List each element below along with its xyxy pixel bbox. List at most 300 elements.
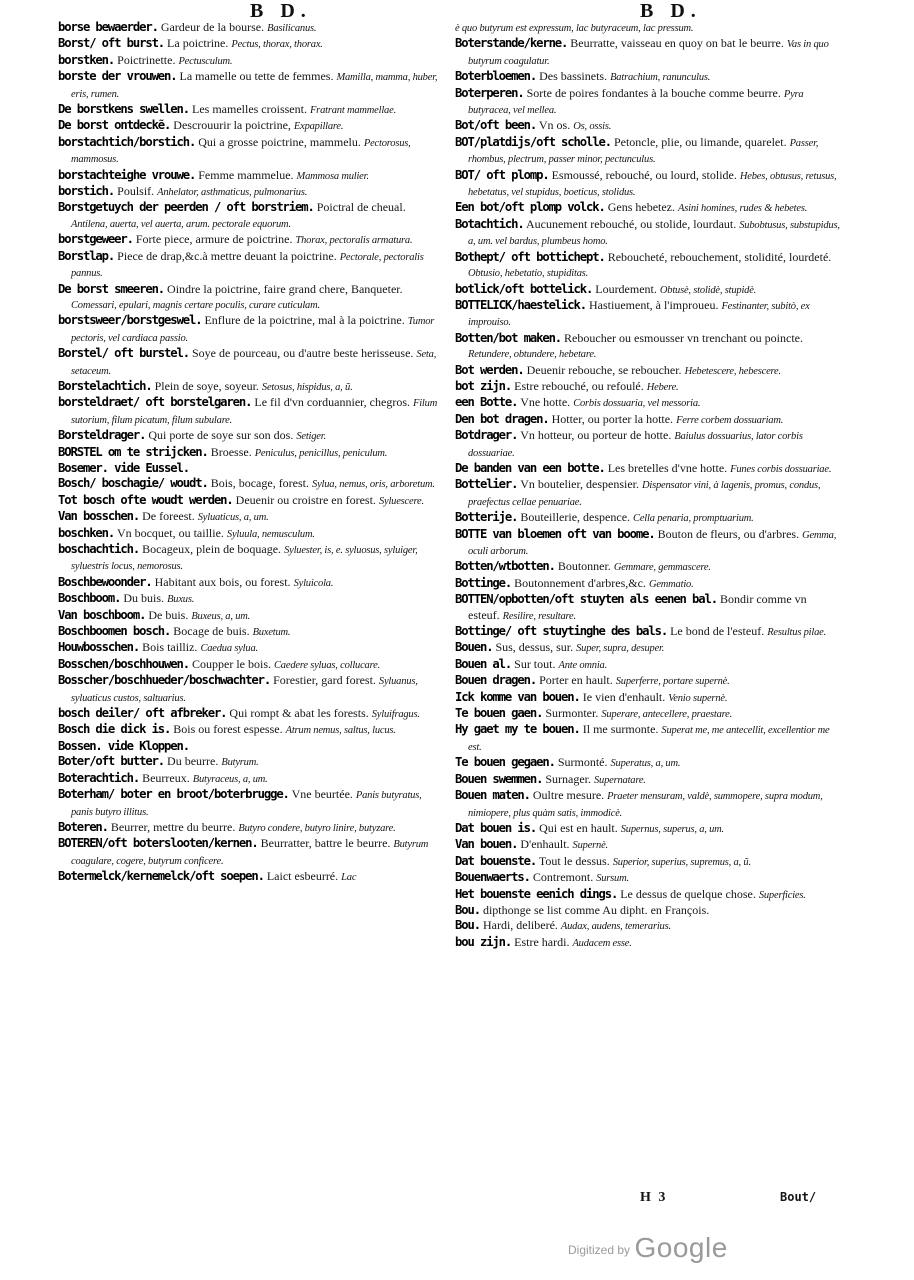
latin-gloss: Butyrum coagulare, cogere, butyrum conficere. bbox=[71, 839, 429, 867]
headword: Botterije. bbox=[455, 510, 518, 525]
headword: BOTEREN/oft boterslooten/kernen. bbox=[58, 836, 258, 851]
dictionary-entry bbox=[58, 640, 442, 656]
french-gloss: Habitant aux bois, ou forest. bbox=[154, 574, 291, 589]
latin-gloss: Pectusculum. bbox=[178, 55, 233, 67]
latin-gloss: Obtusè, stolidè, stupidè. bbox=[659, 284, 757, 296]
dictionary-entry bbox=[58, 102, 442, 118]
dictionary-entry bbox=[58, 509, 442, 525]
headword: Bosch die dick is. bbox=[58, 722, 171, 737]
headword: borse bewaerder. bbox=[58, 20, 158, 34]
dictionary-entry bbox=[58, 493, 442, 509]
headword: De borstkens swellen. bbox=[58, 102, 189, 117]
headword: BOT/platdijs/oft scholle. bbox=[455, 134, 611, 149]
headword: Bossen. vide Kloppen. bbox=[58, 738, 189, 753]
latin-gloss: Batrachium, ranunculus. bbox=[610, 72, 711, 84]
french-gloss: Esmoussé, rebouché, ou lourd, stolide. bbox=[551, 167, 737, 182]
dictionary-entry bbox=[58, 445, 442, 461]
latin-gloss: Funes corbis dossuariae. bbox=[730, 463, 832, 475]
headword: Boschboomen bosch. bbox=[58, 624, 171, 639]
dictionary-entry bbox=[58, 184, 442, 200]
latin-gloss: Antilena, auerta, vel auerta, arum. pectorale equorum. bbox=[71, 218, 291, 230]
dictionary-entry bbox=[58, 754, 442, 770]
headword: Borstlap. bbox=[58, 248, 115, 263]
latin-gloss: Corbis dossuaria, vel messoria. bbox=[573, 398, 701, 410]
dictionary-entry bbox=[58, 722, 442, 738]
french-gloss: Bondir comme vn esteuf. bbox=[468, 592, 807, 622]
headword: borste der vrouwen. bbox=[58, 69, 177, 84]
dictionary-entry bbox=[58, 787, 442, 820]
french-gloss: Le fil d'vn corduannier, chegros. bbox=[254, 395, 410, 410]
latin-gloss: Syluaticus, a, um. bbox=[197, 512, 269, 524]
french-gloss: Laict esbeurré. bbox=[266, 869, 339, 884]
headword: botlick/oft bottelick. bbox=[455, 281, 593, 296]
french-gloss: Qui a grosse poictrine, mammelu. bbox=[198, 134, 361, 149]
latin-gloss: Buxeus, a, um. bbox=[191, 610, 251, 622]
headword: Borsteldrager. bbox=[58, 428, 146, 443]
headword: BOTTEN/opbotten/oft stuyten als eenen bal. bbox=[455, 592, 717, 607]
headword: Hy gaet my te bouen. bbox=[455, 722, 580, 737]
headword: Borstelachtich. bbox=[58, 378, 152, 393]
french-gloss: Beurratte, vaisseau en quoy on bat le beurre. bbox=[570, 36, 784, 51]
latin-gloss: Dispensator vini, à lagenis, promus, condus, praefectus cellae penuariae. bbox=[468, 480, 821, 508]
headword: Tot bosch ofte woudt werden. bbox=[58, 492, 233, 507]
headword: Botachtich. bbox=[455, 216, 524, 231]
french-gloss: Du buis. bbox=[123, 591, 165, 606]
french-gloss: Les mamelles croissent. bbox=[192, 102, 307, 117]
latin-gloss: Asini homines, rudes & hebetes. bbox=[678, 203, 808, 215]
headword: Het bouenste eenich dings. bbox=[455, 886, 618, 901]
dictionary-entry bbox=[455, 673, 840, 689]
running-head-right: B D. bbox=[640, 0, 702, 22]
french-gloss: Reboucheté, rebouchement, stolidité, lourdeté. bbox=[607, 249, 832, 264]
headword: borstachtich/borstich. bbox=[58, 134, 196, 149]
dictionary-entry bbox=[58, 624, 442, 640]
french-gloss: Du beurre. bbox=[167, 754, 219, 769]
latin-gloss: Retundere, obtundere, hebetare. bbox=[468, 349, 597, 361]
french-gloss: Aucunement rebouché, ou stolide, lourdaut. bbox=[525, 216, 737, 231]
dictionary-entry bbox=[58, 282, 442, 314]
running-head-left: B D. bbox=[250, 0, 312, 22]
french-gloss: Bocage de buis. bbox=[173, 624, 250, 639]
headword: borstsweer/borstgeswel. bbox=[58, 313, 202, 328]
latin-gloss: Setiger. bbox=[296, 431, 326, 443]
headword: BORSTEL om te strijcken. bbox=[58, 444, 208, 459]
headword: Bouen maten. bbox=[455, 788, 530, 803]
latin-gloss: è quo butyrum est expressum, lac butyraceum, lac pressum. bbox=[455, 23, 694, 34]
headword: Van boschboom. bbox=[58, 607, 146, 622]
french-gloss: Vne beurtée. bbox=[291, 787, 353, 802]
french-gloss: Vn boutelier, despensier. bbox=[520, 477, 640, 492]
latin-gloss: Tumor pectoris, vel cardiaca passio. bbox=[71, 316, 435, 344]
french-gloss: Hotter, ou porter la hotte. bbox=[551, 411, 674, 426]
left-column bbox=[58, 20, 442, 886]
french-gloss: Hastiuement, à l'improueu. bbox=[589, 297, 719, 312]
dictionary-entry bbox=[58, 461, 442, 476]
french-gloss: Surmonté. bbox=[557, 755, 608, 770]
dictionary-entry bbox=[58, 168, 442, 184]
headword: De borst smeeren. bbox=[58, 281, 165, 296]
headword: Bouen dragen. bbox=[455, 673, 537, 688]
dictionary-entry bbox=[455, 217, 840, 250]
latin-gloss: Setosus, hispidus, a, ũ. bbox=[261, 381, 353, 393]
dictionary-entry bbox=[455, 395, 840, 411]
dictionary-entry bbox=[455, 412, 840, 428]
french-gloss: Estre hardi. bbox=[514, 934, 570, 949]
headword: Borst/ oft burst. bbox=[58, 36, 165, 51]
latin-gloss: Superferre, portare supernè. bbox=[615, 676, 730, 688]
latin-gloss: Buxetum. bbox=[252, 627, 291, 639]
headword: borstachteighe vrouwe. bbox=[58, 167, 196, 182]
french-gloss: Sus, dessus, sur. bbox=[495, 640, 574, 655]
dictionary-entry bbox=[455, 821, 840, 837]
french-gloss: Hardi, deliberé. bbox=[482, 918, 558, 933]
french-gloss: Le dessus de quelque chose. bbox=[620, 886, 756, 901]
french-gloss: Poictral de cheual. bbox=[316, 200, 406, 215]
headword: Bosschen/boschhouwen. bbox=[58, 656, 189, 671]
headword: De banden van een botte. bbox=[455, 460, 605, 475]
french-gloss: Descrouurir la poictrine, bbox=[173, 118, 291, 133]
dictionary-entry bbox=[455, 477, 840, 510]
latin-gloss: Fratrant mammellae. bbox=[309, 105, 396, 117]
french-gloss: Bocageux, plein de boquage. bbox=[142, 542, 282, 556]
french-gloss: Boutonnement d'arbres,&c. bbox=[514, 575, 646, 590]
latin-gloss: Caedere syluas, collucare. bbox=[274, 659, 380, 671]
latin-gloss: Peniculus, penicillus, peniculum. bbox=[254, 447, 388, 459]
watermark-brand: Google bbox=[634, 1232, 728, 1263]
latin-gloss: Butyro condere, butyro linire, butyzare. bbox=[238, 822, 396, 834]
catchword: Bout/ bbox=[780, 1190, 817, 1204]
dictionary-entry bbox=[58, 476, 442, 492]
latin-gloss: Superat me, me antecellit, excellentior me est. bbox=[468, 725, 830, 753]
latin-gloss: Anhelator, asthmaticus, pulmonarius. bbox=[157, 187, 308, 199]
dictionary-entry bbox=[58, 200, 442, 232]
headword: Bot werden. bbox=[455, 362, 524, 377]
french-gloss: La poictrine. bbox=[167, 36, 229, 51]
latin-gloss: Audax, audens, temerarius. bbox=[560, 921, 671, 933]
headword: een Botte. bbox=[455, 395, 518, 410]
dictionary-entry bbox=[58, 53, 442, 69]
latin-gloss: Mammosa mulier. bbox=[296, 170, 369, 182]
french-gloss: Qui porte de soye sur son dos. bbox=[148, 428, 294, 443]
french-gloss: Vn os. bbox=[538, 118, 571, 133]
dictionary-entry bbox=[455, 592, 840, 624]
french-gloss: Vn hotteur, ou porteur de hotte. bbox=[520, 428, 672, 443]
headword: Bouen al. bbox=[455, 656, 512, 671]
french-gloss: Des bassinets. bbox=[539, 69, 608, 84]
headword: Borstgetuych der peerden / oft borstriem. bbox=[58, 200, 314, 215]
french-gloss: Plein de soye, soyeur. bbox=[154, 378, 259, 393]
dictionary-entry bbox=[58, 379, 442, 395]
latin-gloss: Festinanter, subitò, ex improuiso. bbox=[468, 300, 810, 329]
dictionary-entry bbox=[58, 313, 442, 346]
dictionary-entry bbox=[58, 249, 442, 282]
french-gloss: Femme mammelue. bbox=[198, 167, 294, 182]
latin-gloss: Superare, antecellere, praestare. bbox=[601, 709, 733, 721]
latin-gloss: Supernè. bbox=[572, 840, 608, 852]
french-gloss: Contremont. bbox=[532, 870, 594, 885]
french-gloss: dipthonge se list comme Au dipht. en François. bbox=[482, 902, 710, 917]
headword: Te bouen gegaen. bbox=[455, 755, 555, 770]
dictionary-entry bbox=[455, 576, 840, 592]
latin-gloss: Resilire, resultare. bbox=[502, 610, 576, 622]
french-gloss: Oindre la poictrine, faire grand chere, Banqueter. bbox=[167, 281, 403, 296]
headword: Boterachtich. bbox=[58, 770, 140, 785]
latin-gloss: Pectorosus, mammosus. bbox=[71, 137, 411, 166]
headword: Botdrager. bbox=[455, 428, 518, 443]
dictionary-entry bbox=[58, 36, 442, 52]
latin-gloss: Caedua sylua. bbox=[200, 643, 258, 655]
french-gloss: Ie vien d'enhault. bbox=[582, 689, 666, 704]
french-gloss: Sur tout. bbox=[514, 656, 556, 671]
dictionary-entry bbox=[455, 250, 840, 282]
dictionary-entry bbox=[455, 527, 840, 560]
latin-gloss: Subobtusus, substupidus, a, um. vel bardus, plumbeus homo. bbox=[468, 219, 840, 248]
headword: Een bot/oft plomp volck. bbox=[455, 200, 605, 215]
french-gloss: Gardeur de la bourse. bbox=[160, 20, 265, 34]
dictionary-entry bbox=[58, 591, 442, 607]
headword: Boterham/ boter en broot/boterbrugge. bbox=[58, 787, 289, 802]
headword: Den bot dragen. bbox=[455, 411, 549, 426]
dictionary-entry bbox=[58, 657, 442, 673]
french-gloss: Estre rebouché, ou refoulé. bbox=[514, 378, 644, 393]
french-gloss: De buis. bbox=[148, 607, 189, 622]
latin-gloss: Syluula, nemusculum. bbox=[226, 528, 315, 540]
latin-gloss: Superficies. bbox=[758, 889, 806, 901]
latin-gloss: Syluicola. bbox=[293, 577, 334, 589]
french-gloss: Soye de pourceau, ou d'autre beste herisseuse. bbox=[192, 346, 414, 361]
latin-gloss: Os, ossis. bbox=[573, 121, 612, 133]
right-column bbox=[455, 20, 840, 951]
french-gloss: Les bretelles d'vne hotte. bbox=[607, 460, 728, 475]
dictionary-entry bbox=[455, 887, 840, 903]
headword: Boteren. bbox=[58, 819, 108, 834]
headword: borstken. bbox=[58, 52, 115, 67]
french-gloss: Sorte de poires fondantes à la bouche comme beurre. bbox=[526, 85, 781, 100]
latin-gloss: Gemmare, gemmascere. bbox=[613, 562, 711, 574]
french-gloss: Oultre mesure. bbox=[532, 788, 605, 803]
headword: Bouen swemmen. bbox=[455, 771, 543, 786]
headword: BOTTE van bloemen oft van boome. bbox=[455, 526, 655, 541]
dictionary-entry bbox=[455, 722, 840, 755]
french-gloss: Il me surmonte. bbox=[582, 722, 659, 737]
french-gloss: Tout le dessus. bbox=[538, 853, 610, 868]
latin-gloss: Venio supernè. bbox=[668, 692, 728, 704]
dictionary-entry bbox=[455, 428, 840, 461]
french-gloss: Deuenir rebouche, se reboucher. bbox=[526, 362, 682, 377]
headword: Boschbewoonder. bbox=[58, 574, 152, 589]
french-gloss: Gens hebetez. bbox=[607, 200, 676, 215]
dictionary-entry bbox=[455, 772, 840, 788]
french-gloss: Qui est en hault. bbox=[539, 820, 618, 835]
headword: Bottelier. bbox=[455, 477, 518, 492]
dictionary-entry bbox=[455, 788, 840, 821]
headword: Bottinge. bbox=[455, 575, 512, 590]
latin-gloss: Syluester, is, e. syluosus, syluiger, syluestris locus, nemorosus. bbox=[71, 545, 418, 573]
french-gloss: Beurrer, mettre du beurre. bbox=[110, 819, 236, 834]
latin-gloss: Pectus, thorax, thorax. bbox=[231, 39, 323, 51]
latin-gloss: Hebetescere, hebescere. bbox=[684, 365, 781, 377]
dictionary-entry bbox=[58, 836, 442, 869]
headword: Bottinge/ oft stuytinghe des bals. bbox=[455, 624, 668, 639]
dictionary-entry bbox=[455, 918, 840, 934]
french-gloss: Bois ou forest espesse. bbox=[173, 722, 283, 737]
headword: Bot/oft been. bbox=[455, 118, 537, 133]
dictionary-entry bbox=[455, 640, 840, 656]
headword: Bouen. bbox=[455, 640, 493, 655]
headword: Bothept/ oft bottichept. bbox=[455, 249, 605, 264]
dictionary-entry bbox=[455, 657, 840, 673]
latin-gloss: Comessari, epulari, magnis certare poculis, curare cuticulam. bbox=[71, 299, 320, 311]
dictionary-entry bbox=[455, 837, 840, 853]
latin-gloss: Atrum nemus, saltus, lucus. bbox=[285, 725, 396, 737]
dictionary-entry bbox=[455, 20, 840, 36]
dictionary-entry bbox=[455, 870, 840, 886]
latin-gloss: Superatus, a, um. bbox=[610, 758, 681, 770]
dictionary-entry bbox=[455, 200, 840, 216]
latin-gloss: Cella penaria, promptuarium. bbox=[633, 513, 754, 525]
dictionary-entry bbox=[58, 706, 442, 722]
french-gloss: Piece de drap,&c.à mettre deuant la poictrine. bbox=[117, 248, 337, 263]
french-gloss: Surmonter. bbox=[545, 706, 599, 721]
latin-gloss: Supernus, superus, a, um. bbox=[620, 823, 724, 835]
french-gloss: Coupper le bois. bbox=[192, 656, 271, 671]
french-gloss: D'enhault. bbox=[520, 837, 570, 852]
headword: Houwbosschen. bbox=[58, 640, 140, 655]
headword: Bou. bbox=[455, 918, 480, 933]
french-gloss: Forte piece, armure de poictrine. bbox=[135, 232, 293, 247]
latin-gloss: Pectorale, pectoralis pannus. bbox=[71, 251, 424, 280]
latin-gloss: Filum sutorium, filum picatum, filum subulare. bbox=[71, 398, 438, 426]
latin-gloss: Obtusio, hebetatio, stupiditas. bbox=[468, 268, 589, 280]
french-gloss: De foreest. bbox=[142, 509, 195, 524]
latin-gloss: Praeter mensuram, valdè, summopere, supra modum, nimiopere, plus quàm satis, immodicè. bbox=[468, 791, 823, 819]
headword: Bouenwaerts. bbox=[455, 870, 530, 885]
french-gloss: Poictrinette. bbox=[117, 52, 176, 67]
dictionary-entry bbox=[455, 559, 840, 575]
french-gloss: Broesse. bbox=[210, 444, 252, 459]
latin-gloss: Syluanus, syluaticus custos, saltuarius. bbox=[71, 676, 418, 704]
dictionary-entry bbox=[455, 298, 840, 331]
headword: boschachtich. bbox=[58, 542, 140, 556]
latin-gloss: Mamilla, mamma, huber, eris, rumen. bbox=[71, 72, 438, 100]
dictionary-entry bbox=[58, 135, 442, 168]
latin-gloss: Gemmatio. bbox=[648, 578, 694, 590]
dictionary-entry bbox=[58, 232, 442, 248]
dictionary-entry bbox=[58, 395, 442, 428]
french-gloss: Bois tailliz. bbox=[142, 640, 198, 655]
headword: Boter/oft butter. bbox=[58, 754, 165, 769]
headword: borstgeweer. bbox=[58, 232, 133, 247]
watermark-prefix: Digitized by bbox=[568, 1243, 631, 1257]
headword: Van bosschen. bbox=[58, 509, 140, 524]
latin-gloss: Super, supra, desuper. bbox=[576, 643, 665, 655]
french-gloss: Bouton de fleurs, ou d'arbres. bbox=[657, 526, 800, 541]
dictionary-entry bbox=[455, 379, 840, 395]
dictionary-entry bbox=[58, 771, 442, 787]
dictionary-entry bbox=[455, 690, 840, 706]
headword: bosch deiler/ oft afbreker. bbox=[58, 706, 227, 721]
dictionary-entry bbox=[455, 755, 840, 771]
french-gloss: Bois, bocage, forest. bbox=[210, 476, 310, 491]
french-gloss: Beurreux. bbox=[142, 770, 190, 785]
latin-gloss: Vas in quo butyrum coagulatur. bbox=[468, 39, 829, 67]
latin-gloss: Buxus. bbox=[167, 594, 195, 606]
french-gloss: Surnager. bbox=[545, 771, 591, 786]
dictionary-entry bbox=[58, 428, 442, 444]
dictionary-entry bbox=[58, 820, 442, 836]
dictionary-entry bbox=[58, 542, 442, 575]
french-gloss: Qui rompt & abat les forests. bbox=[229, 706, 369, 721]
dictionary-entry bbox=[455, 118, 840, 134]
headword: Borstel/ oft burstel. bbox=[58, 346, 189, 361]
headword: Botermelck/kernemelck/oft soepen. bbox=[58, 869, 264, 884]
headword: Botten/wtbotten. bbox=[455, 559, 555, 574]
dictionary-entry bbox=[455, 363, 840, 379]
digitized-watermark bbox=[568, 1232, 728, 1264]
headword: Boterperen. bbox=[455, 85, 524, 100]
french-gloss: Forestier, gard forest. bbox=[273, 673, 376, 688]
latin-gloss: Sylua, nemus, oris, arboretum. bbox=[312, 479, 435, 491]
latin-gloss: Seta, setaceum. bbox=[71, 349, 437, 377]
latin-gloss: Ante omnia. bbox=[558, 659, 608, 671]
dictionary-entry bbox=[455, 282, 840, 298]
dictionary-entry bbox=[58, 869, 442, 885]
headword: De borst ontdeckẽ. bbox=[58, 118, 171, 133]
dictionary-entry bbox=[455, 624, 840, 640]
dictionary-entry bbox=[455, 86, 840, 119]
headword: Ick komme van bouen. bbox=[455, 689, 580, 704]
headword: Bosemer. vide Eussel. bbox=[58, 460, 189, 475]
latin-gloss: Passer, rhombus, plectrum, passer minor, pectunculus. bbox=[468, 137, 819, 166]
dictionary-entry bbox=[58, 739, 442, 754]
headword: Boschboom. bbox=[58, 591, 121, 606]
french-gloss: Petoncle, plie, ou limande, quarelet. bbox=[613, 134, 787, 149]
french-gloss: Poulsif. bbox=[117, 184, 155, 199]
latin-gloss: Butyraceus, a, um. bbox=[192, 773, 268, 785]
latin-gloss: Butyrum. bbox=[221, 757, 259, 769]
dictionary-entry bbox=[58, 608, 442, 624]
dictionary-entry bbox=[58, 673, 442, 706]
dictionary-entry bbox=[455, 461, 840, 477]
latin-gloss: Superior, superius, supremus, a, ũ. bbox=[612, 856, 751, 868]
latin-gloss: Hebere. bbox=[646, 381, 679, 393]
latin-gloss: Gemma, oculi arborum. bbox=[468, 529, 837, 557]
latin-gloss: Syluifragus. bbox=[371, 709, 420, 721]
latin-gloss: Expapillare. bbox=[293, 121, 344, 133]
dictionary-entry bbox=[455, 168, 840, 201]
french-gloss: Bouteillerie, despence. bbox=[520, 510, 631, 525]
dictionary-entry bbox=[455, 331, 840, 363]
dictionary-entry bbox=[455, 510, 840, 526]
latin-gloss: Ferre corbem dossuariam. bbox=[676, 414, 784, 426]
dictionary-entry bbox=[58, 20, 442, 36]
latin-gloss: Thorax, pectoralis armatura. bbox=[295, 235, 413, 247]
headword: Bosch/ boschagie/ woudt. bbox=[58, 476, 208, 491]
latin-gloss: Sursum. bbox=[596, 873, 629, 885]
latin-gloss: Pyra butyracea, vel mellea. bbox=[468, 88, 804, 117]
latin-gloss: Lac bbox=[341, 872, 357, 884]
headword: Botten/bot maken. bbox=[455, 330, 562, 345]
french-gloss: Enflure de la poictrine, mal à la poictrine. bbox=[204, 313, 405, 328]
latin-gloss: Basilicanus. bbox=[267, 23, 317, 34]
french-gloss: La mamelle ou tette de femmes. bbox=[179, 69, 334, 84]
headword: borstich. bbox=[58, 184, 115, 199]
headword: BOT/ oft plomp. bbox=[455, 167, 549, 182]
dictionary-entry bbox=[58, 118, 442, 134]
dictionary-entry bbox=[455, 135, 840, 168]
headword: BOTTELICK/haestelick. bbox=[455, 297, 586, 312]
dictionary-entry bbox=[58, 575, 442, 591]
